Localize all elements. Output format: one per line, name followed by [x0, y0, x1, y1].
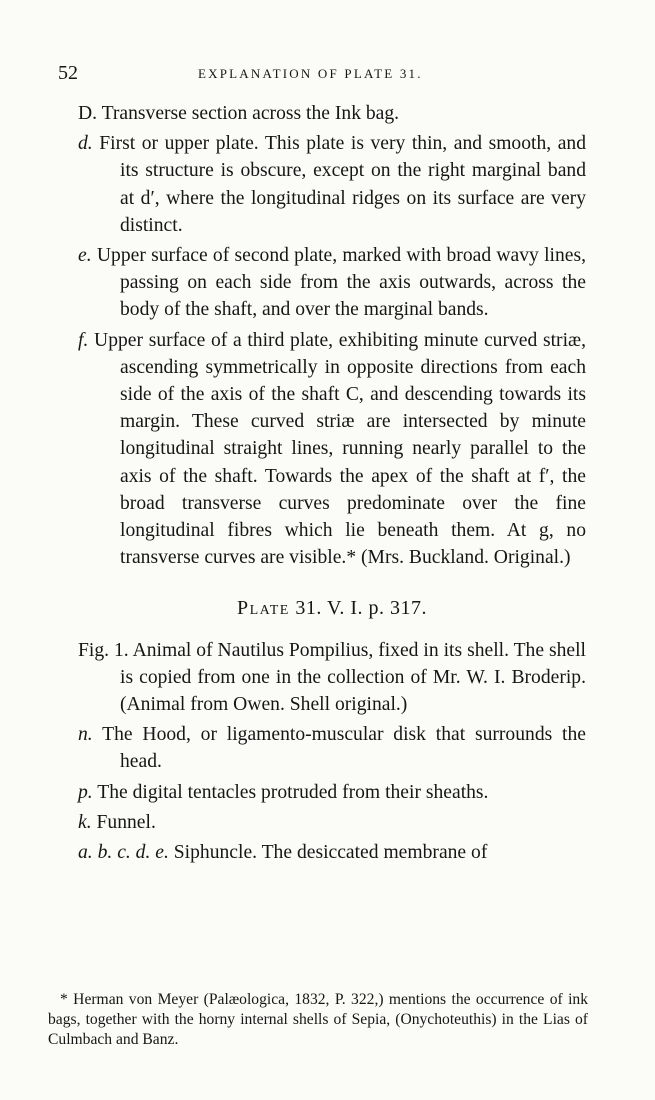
entry-text: Funnel.	[96, 811, 156, 833]
entry-label: e.	[78, 245, 92, 267]
page-header	[58, 62, 595, 88]
entry-label: D.	[78, 103, 98, 124]
entry-text: Transverse section across the Ink bag.	[101, 103, 400, 124]
entry-text: Upper surface of second plate, marked with broad wavy lines, passing on each side from the axis outwards, across the body of the shaft, and over the marginal bands.	[96, 245, 586, 321]
entry-n	[78, 721, 586, 775]
entry-text: First or upper plate. This plate is very thin, and smooth, and its structure is obscure, except on the right marginal band at d′, where the longitudinal ridges on its surface are very distinct.	[99, 133, 586, 236]
entry-d	[78, 130, 586, 239]
entry-label: p.	[78, 781, 93, 803]
entry-e	[78, 242, 586, 324]
entry-label: d.	[78, 133, 93, 155]
plate-word: Plate	[236, 597, 290, 620]
entry-text: Animal of Nautilus Pompilius, fixed in its shell. The shell is copied from one in the collection of Mr. W. I. Broderip. (Animal from Owen. Shell original.)	[120, 639, 586, 716]
footnote: * Herman von Meyer (Palæologica, 1832, P. 322,) mentions the occurrence of ink bags, together with the horny internal shells of Sepia, (Onychoteuthis) in the Lias of Culmbach and Banz.	[48, 991, 588, 1048]
entry-abcde	[78, 839, 586, 866]
plate-heading	[78, 595, 586, 622]
page-number: 52	[58, 62, 78, 84]
entry-fig-1	[78, 637, 586, 719]
entry-label: n.	[78, 724, 93, 746]
entry-text: Upper surface of a third plate, exhibiting minute curved striæ, ascending symmetrically in opposite directions from each side of the axis of the shaft C, and descending towards its margin. These curved striæ are intersected by minute longitudinal straight lines, running nearly parallel to the axis of the shaft. Towards the apex of the shaft at f′, the broad transverse curves predominate over the fine longitudinal fibres which lie beneath them. At g, no transverse curves are visible.* (Mrs. Buckland. Original.)	[94, 329, 586, 569]
entry-label: f.	[78, 329, 89, 351]
entry-text: The digital tentacles protruded from their sheaths.	[97, 781, 489, 803]
entry-label: Fig. 1.	[78, 639, 129, 661]
plate-reference: 31. V. I. p. 317.	[295, 597, 427, 620]
entry-label: a. b. c. d. e.	[78, 842, 169, 864]
entry-k	[78, 809, 586, 836]
page-body	[78, 100, 586, 869]
running-head: EXPLANATION OF PLATE 31.	[198, 66, 423, 81]
entry-f	[78, 327, 586, 572]
entry-text: The Hood, or ligamento-muscular disk that surrounds the head.	[102, 724, 586, 773]
entry-D	[78, 100, 586, 127]
entry-text: Siphuncle. The desiccated membrane of	[173, 842, 488, 864]
entry-label: k.	[78, 811, 92, 833]
entry-p	[78, 779, 586, 806]
